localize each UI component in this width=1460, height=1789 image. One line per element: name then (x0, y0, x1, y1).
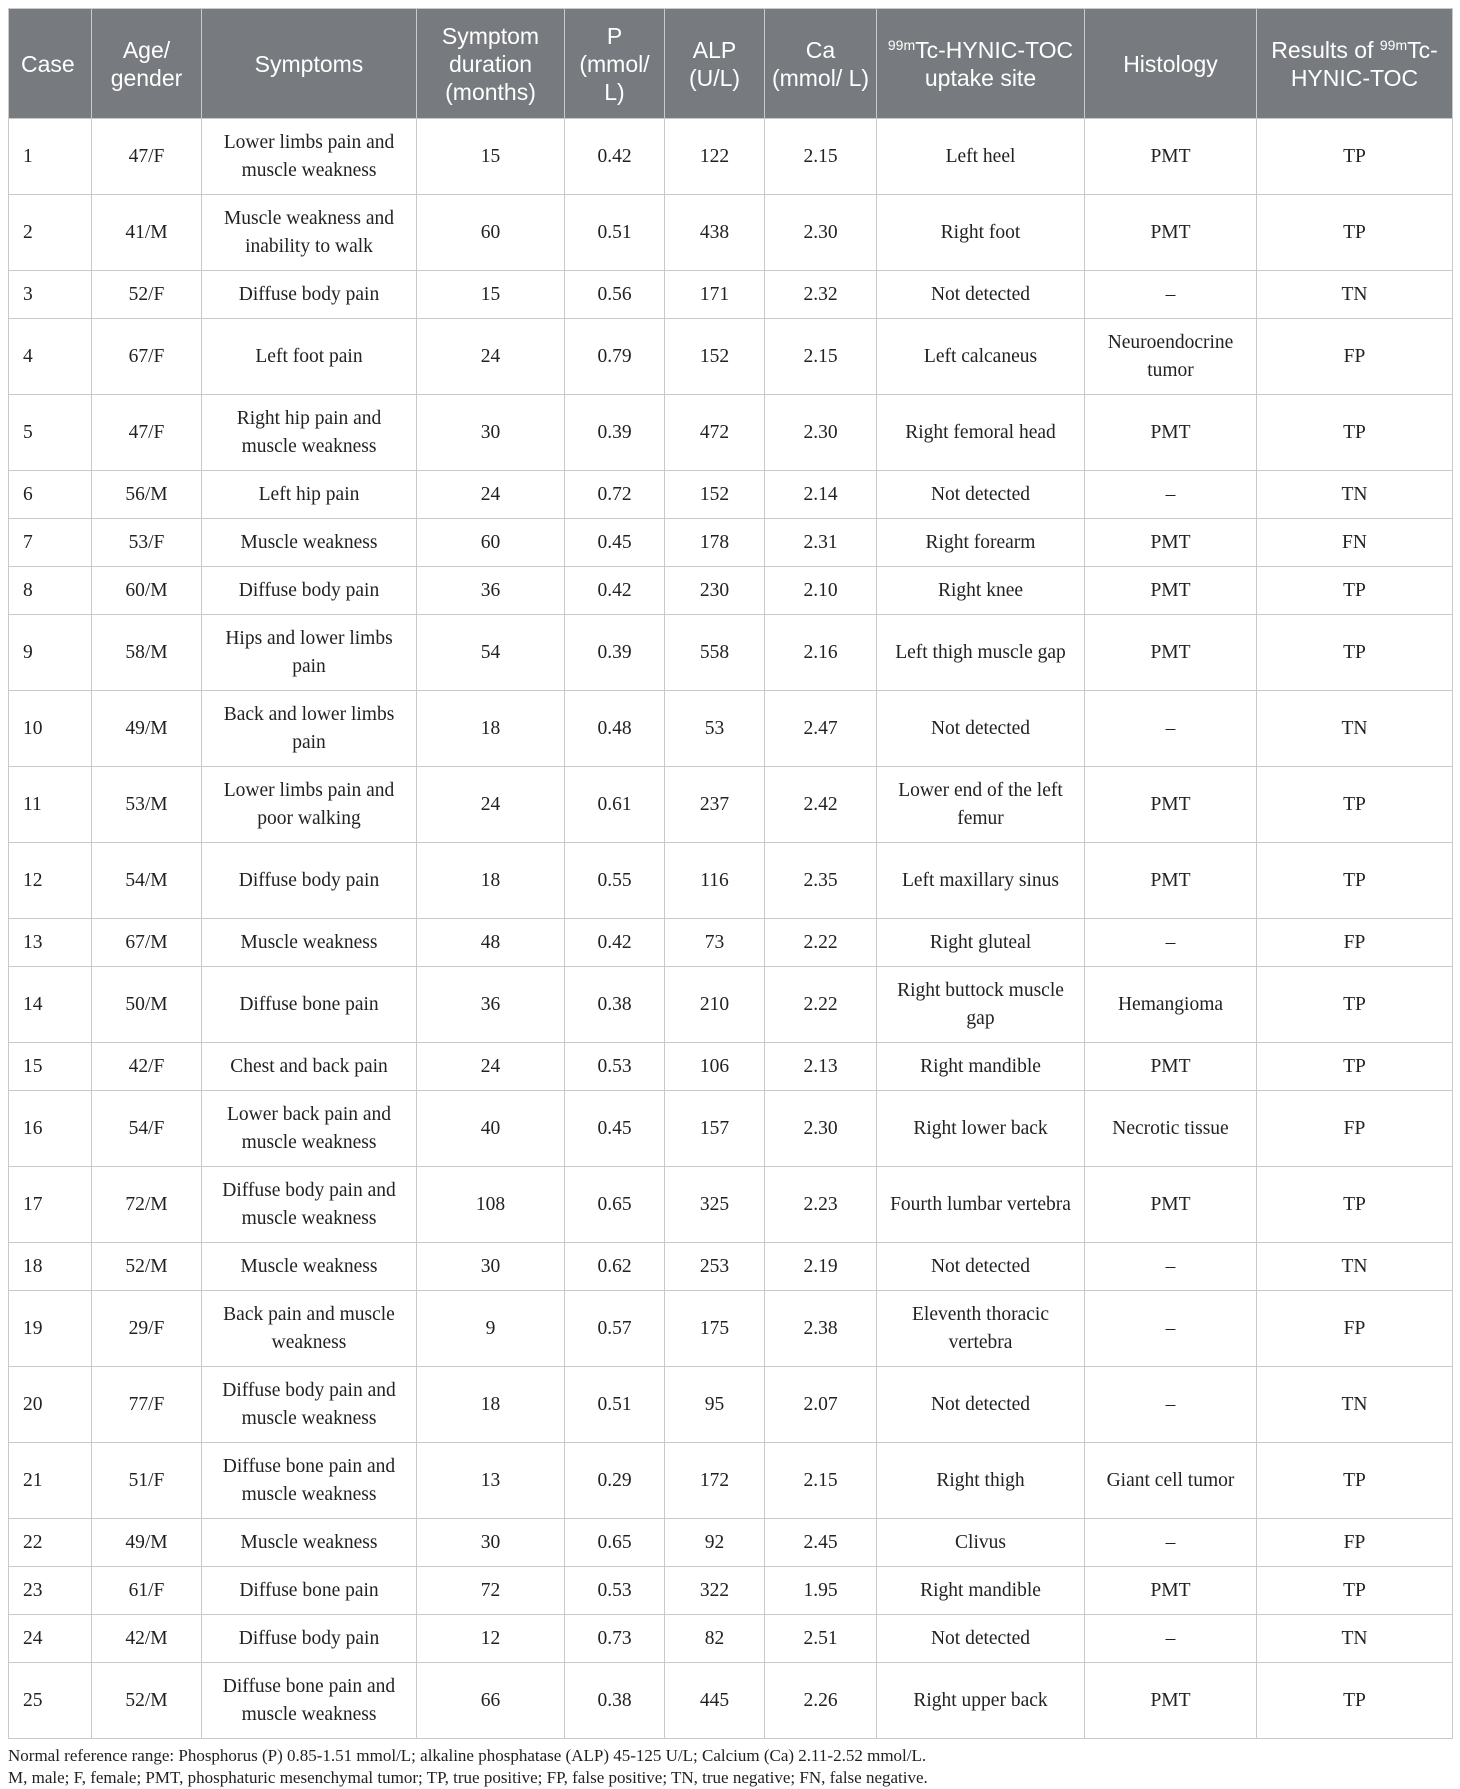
cell-phosphorus: 0.45 (565, 1091, 665, 1167)
cell-result: TN (1257, 1243, 1453, 1291)
cell-histology: – (1085, 1519, 1257, 1567)
cell-alp: 82 (665, 1615, 765, 1663)
cell-result: TP (1257, 1167, 1453, 1243)
cell-uptake-site: Right knee (877, 567, 1085, 615)
cell-alp: 325 (665, 1167, 765, 1243)
cell-histology: PMT (1085, 1167, 1257, 1243)
cell-phosphorus: 0.79 (565, 319, 665, 395)
table-row (9, 271, 1453, 319)
cell-uptake-site: Left heel (877, 119, 1085, 195)
cell-symptoms: Diffuse bone pain and muscle weakness (202, 1663, 417, 1739)
cell-symptoms: Diffuse bone pain and muscle weakness (202, 1443, 417, 1519)
cell-symptoms: Muscle weakness (202, 1243, 417, 1291)
cell-histology: – (1085, 691, 1257, 767)
cell-duration: 30 (417, 1243, 565, 1291)
cell-result: TP (1257, 395, 1453, 471)
table-row (9, 319, 1453, 395)
table-row (9, 567, 1453, 615)
table-row (9, 519, 1453, 567)
cell-uptake-site: Not detected (877, 271, 1085, 319)
cell-phosphorus: 0.53 (565, 1567, 665, 1615)
cell-histology: – (1085, 1243, 1257, 1291)
cell-calcium: 2.45 (765, 1519, 877, 1567)
cell-result: TP (1257, 767, 1453, 843)
cell-histology: PMT (1085, 767, 1257, 843)
cell-case: 2 (9, 195, 92, 271)
table-row (9, 767, 1453, 843)
cell-alp: 472 (665, 395, 765, 471)
cell-calcium: 2.38 (765, 1291, 877, 1367)
table-row (9, 615, 1453, 691)
cell-histology: PMT (1085, 1663, 1257, 1739)
cell-duration: 36 (417, 567, 565, 615)
cell-case: 18 (9, 1243, 92, 1291)
table-row (9, 1567, 1453, 1615)
cell-result: FP (1257, 1291, 1453, 1367)
header-row (9, 9, 1453, 119)
cell-age-gender: 29/F (92, 1291, 202, 1367)
cell-alp: 73 (665, 919, 765, 967)
cell-phosphorus: 0.72 (565, 471, 665, 519)
cell-calcium: 2.14 (765, 471, 877, 519)
col-header-alp: ALP (U/L) (665, 9, 765, 119)
cell-calcium: 2.15 (765, 319, 877, 395)
col-header-results (1257, 9, 1453, 119)
cell-case: 17 (9, 1167, 92, 1243)
cell-case: 23 (9, 1567, 92, 1615)
cell-histology: – (1085, 1615, 1257, 1663)
cell-duration: 24 (417, 471, 565, 519)
cell-alp: 237 (665, 767, 765, 843)
cell-alp: 210 (665, 967, 765, 1043)
cell-phosphorus: 0.56 (565, 271, 665, 319)
cell-uptake-site: Fourth lumbar vertebra (877, 1167, 1085, 1243)
cell-alp: 445 (665, 1663, 765, 1739)
table-container (8, 8, 1452, 1789)
cell-phosphorus: 0.42 (565, 919, 665, 967)
cell-histology: – (1085, 1291, 1257, 1367)
table-row (9, 195, 1453, 271)
cell-result: FP (1257, 1519, 1453, 1567)
cell-age-gender: 54/F (92, 1091, 202, 1167)
cell-uptake-site: Right buttock muscle gap (877, 967, 1085, 1043)
cell-alp: 253 (665, 1243, 765, 1291)
cell-duration: 18 (417, 691, 565, 767)
cell-age-gender: 49/M (92, 1519, 202, 1567)
cell-duration: 108 (417, 1167, 565, 1243)
cell-result: TN (1257, 1615, 1453, 1663)
cell-histology: PMT (1085, 1567, 1257, 1615)
cell-uptake-site: Clivus (877, 1519, 1085, 1567)
cell-duration: 54 (417, 615, 565, 691)
cell-phosphorus: 0.61 (565, 767, 665, 843)
table-row (9, 1243, 1453, 1291)
cell-result: TN (1257, 271, 1453, 319)
cell-duration: 9 (417, 1291, 565, 1367)
cell-calcium: 2.42 (765, 767, 877, 843)
cell-duration: 72 (417, 1567, 565, 1615)
cell-age-gender: 61/F (92, 1567, 202, 1615)
cell-age-gender: 53/M (92, 767, 202, 843)
cell-age-gender: 72/M (92, 1167, 202, 1243)
cell-phosphorus: 0.38 (565, 967, 665, 1043)
cell-case: 11 (9, 767, 92, 843)
cell-symptoms: Left foot pain (202, 319, 417, 395)
cell-alp: 92 (665, 1519, 765, 1567)
cell-histology: PMT (1085, 119, 1257, 195)
cell-age-gender: 53/F (92, 519, 202, 567)
cell-case: 1 (9, 119, 92, 195)
table-row (9, 1519, 1453, 1567)
cell-histology: – (1085, 471, 1257, 519)
cell-age-gender: 56/M (92, 471, 202, 519)
table-row (9, 843, 1453, 919)
cell-uptake-site: Left calcaneus (877, 319, 1085, 395)
cell-result: TP (1257, 1043, 1453, 1091)
cell-symptoms: Muscle weakness (202, 519, 417, 567)
cell-phosphorus: 0.45 (565, 519, 665, 567)
cell-alp: 152 (665, 319, 765, 395)
col-header-age-gender: Age/ gender (92, 9, 202, 119)
cell-alp: 95 (665, 1367, 765, 1443)
cell-duration: 40 (417, 1091, 565, 1167)
cell-uptake-site: Eleventh thoracic vertebra (877, 1291, 1085, 1367)
cell-calcium: 2.35 (765, 843, 877, 919)
cell-duration: 18 (417, 843, 565, 919)
cell-age-gender: 51/F (92, 1443, 202, 1519)
cell-calcium: 2.19 (765, 1243, 877, 1291)
cell-symptoms: Diffuse body pain (202, 843, 417, 919)
cell-duration: 15 (417, 271, 565, 319)
results-prefix: Results of (1271, 36, 1374, 63)
cell-uptake-site: Not detected (877, 471, 1085, 519)
patient-table (8, 8, 1453, 1739)
cell-age-gender: 47/F (92, 395, 202, 471)
cell-calcium: 2.30 (765, 195, 877, 271)
cell-case: 9 (9, 615, 92, 691)
col-header-duration: Symptom duration (months) (417, 9, 565, 119)
cell-calcium: 2.13 (765, 1043, 877, 1091)
table-row (9, 1091, 1453, 1167)
cell-histology: Necrotic tissue (1085, 1091, 1257, 1167)
cell-duration: 24 (417, 1043, 565, 1091)
cell-uptake-site: Right gluteal (877, 919, 1085, 967)
cell-histology: PMT (1085, 615, 1257, 691)
cell-symptoms: Lower limbs pain and muscle weakness (202, 119, 417, 195)
table-row (9, 1043, 1453, 1091)
cell-symptoms: Diffuse body pain (202, 271, 417, 319)
cell-alp: 230 (665, 567, 765, 615)
cell-phosphorus: 0.57 (565, 1291, 665, 1367)
results-tracer-label: Tc-HYNIC-TOC (1290, 36, 1438, 91)
cell-uptake-site: Right forearm (877, 519, 1085, 567)
cell-result: TP (1257, 195, 1453, 271)
cell-calcium: 2.07 (765, 1367, 877, 1443)
cell-duration: 12 (417, 1615, 565, 1663)
cell-result: TP (1257, 567, 1453, 615)
cell-age-gender: 52/M (92, 1663, 202, 1739)
cell-alp: 106 (665, 1043, 765, 1091)
cell-alp: 157 (665, 1091, 765, 1167)
cell-calcium: 2.30 (765, 395, 877, 471)
cell-result: TP (1257, 119, 1453, 195)
cell-alp: 116 (665, 843, 765, 919)
cell-symptoms: Back pain and muscle weakness (202, 1291, 417, 1367)
cell-case: 13 (9, 919, 92, 967)
table-row (9, 919, 1453, 967)
cell-uptake-site: Right mandible (877, 1043, 1085, 1091)
cell-symptoms: Left hip pain (202, 471, 417, 519)
cell-case: 25 (9, 1663, 92, 1739)
cell-phosphorus: 0.48 (565, 691, 665, 767)
cell-result: TP (1257, 1443, 1453, 1519)
cell-alp: 438 (665, 195, 765, 271)
cell-histology: PMT (1085, 1043, 1257, 1091)
cell-duration: 48 (417, 919, 565, 967)
table-row (9, 119, 1453, 195)
cell-case: 7 (9, 519, 92, 567)
col-header-ca: Ca (mmol/ L) (765, 9, 877, 119)
cell-phosphorus: 0.73 (565, 1615, 665, 1663)
cell-uptake-site: Right thigh (877, 1443, 1085, 1519)
cell-calcium: 2.51 (765, 1615, 877, 1663)
cell-symptoms: Muscle weakness (202, 919, 417, 967)
col-header-symptoms: Symptoms (202, 9, 417, 119)
cell-phosphorus: 0.42 (565, 119, 665, 195)
cell-uptake-site: Right foot (877, 195, 1085, 271)
cell-case: 3 (9, 271, 92, 319)
footnote-abbreviations: M, male; F, female; PMT, phosphaturic mesenchymal tumor; TP, true positive; FP, false positive; TN, true negative; FN, false negative. (8, 1768, 928, 1787)
cell-uptake-site: Lower end of the left femur (877, 767, 1085, 843)
table-row (9, 1367, 1453, 1443)
cell-case: 19 (9, 1291, 92, 1367)
cell-result: TP (1257, 1663, 1453, 1739)
cell-case: 21 (9, 1443, 92, 1519)
cell-case: 24 (9, 1615, 92, 1663)
cell-duration: 36 (417, 967, 565, 1043)
cell-uptake-site: Right upper back (877, 1663, 1085, 1739)
cell-result: TN (1257, 471, 1453, 519)
cell-duration: 60 (417, 519, 565, 567)
cell-result: FP (1257, 1091, 1453, 1167)
cell-uptake-site: Right mandible (877, 1567, 1085, 1615)
uptake-site-label: Tc-HYNIC-TOC uptake site (915, 36, 1074, 91)
cell-case: 12 (9, 843, 92, 919)
cell-phosphorus: 0.42 (565, 567, 665, 615)
cell-symptoms: Diffuse bone pain (202, 1567, 417, 1615)
cell-symptoms: Diffuse body pain (202, 567, 417, 615)
cell-phosphorus: 0.39 (565, 615, 665, 691)
cell-alp: 152 (665, 471, 765, 519)
cell-result: TP (1257, 843, 1453, 919)
cell-calcium: 2.15 (765, 119, 877, 195)
isotope-superscript: 99m (887, 36, 916, 53)
cell-case: 22 (9, 1519, 92, 1567)
cell-alp: 172 (665, 1443, 765, 1519)
cell-result: TP (1257, 967, 1453, 1043)
cell-calcium: 1.95 (765, 1567, 877, 1615)
cell-alp: 53 (665, 691, 765, 767)
cell-age-gender: 77/F (92, 1367, 202, 1443)
cell-histology: PMT (1085, 195, 1257, 271)
cell-histology: – (1085, 919, 1257, 967)
cell-alp: 175 (665, 1291, 765, 1367)
footnote-reference-range: Normal reference range: Phosphorus (P) 0.85-1.51 mmol/L; alkaline phosphatase (ALP) 45-125 U/L; Calcium (Ca) 2.11-2.52 mmol/L. (8, 1746, 927, 1765)
cell-case: 8 (9, 567, 92, 615)
cell-histology: Hemangioma (1085, 967, 1257, 1043)
cell-age-gender: 60/M (92, 567, 202, 615)
cell-calcium: 2.23 (765, 1167, 877, 1243)
cell-age-gender: 52/F (92, 271, 202, 319)
cell-result: TN (1257, 1367, 1453, 1443)
table-row (9, 1167, 1453, 1243)
cell-calcium: 2.16 (765, 615, 877, 691)
cell-case: 14 (9, 967, 92, 1043)
cell-phosphorus: 0.51 (565, 1367, 665, 1443)
cell-symptoms: Lower limbs pain and poor walking (202, 767, 417, 843)
cell-symptoms: Chest and back pain (202, 1043, 417, 1091)
cell-duration: 66 (417, 1663, 565, 1739)
cell-uptake-site: Not detected (877, 1615, 1085, 1663)
cell-histology: – (1085, 271, 1257, 319)
cell-alp: 171 (665, 271, 765, 319)
cell-age-gender: 52/M (92, 1243, 202, 1291)
col-header-uptake-site (877, 9, 1085, 119)
cell-calcium: 2.22 (765, 967, 877, 1043)
cell-alp: 178 (665, 519, 765, 567)
cell-histology: PMT (1085, 843, 1257, 919)
cell-duration: 24 (417, 767, 565, 843)
cell-phosphorus: 0.62 (565, 1243, 665, 1291)
cell-phosphorus: 0.51 (565, 195, 665, 271)
cell-calcium: 2.47 (765, 691, 877, 767)
col-header-histology: Histology (1085, 9, 1257, 119)
cell-symptoms: Diffuse bone pain (202, 967, 417, 1043)
cell-calcium: 2.26 (765, 1663, 877, 1739)
cell-symptoms: Diffuse body pain and muscle weakness (202, 1167, 417, 1243)
cell-calcium: 2.31 (765, 519, 877, 567)
cell-duration: 30 (417, 395, 565, 471)
cell-calcium: 2.30 (765, 1091, 877, 1167)
cell-result: TP (1257, 1567, 1453, 1615)
table-row (9, 471, 1453, 519)
table-row (9, 691, 1453, 767)
cell-case: 16 (9, 1091, 92, 1167)
cell-duration: 15 (417, 119, 565, 195)
cell-phosphorus: 0.38 (565, 1663, 665, 1739)
cell-result: TN (1257, 691, 1453, 767)
cell-uptake-site: Left thigh muscle gap (877, 615, 1085, 691)
cell-result: FP (1257, 319, 1453, 395)
table-row (9, 1443, 1453, 1519)
cell-case: 20 (9, 1367, 92, 1443)
cell-result: FN (1257, 519, 1453, 567)
cell-age-gender: 54/M (92, 843, 202, 919)
cell-case: 4 (9, 319, 92, 395)
cell-uptake-site: Not detected (877, 1367, 1085, 1443)
cell-duration: 30 (417, 1519, 565, 1567)
cell-age-gender: 67/M (92, 919, 202, 967)
cell-histology: – (1085, 1367, 1257, 1443)
table-body (9, 119, 1453, 1739)
cell-phosphorus: 0.53 (565, 1043, 665, 1091)
cell-uptake-site: Not detected (877, 1243, 1085, 1291)
cell-calcium: 2.10 (765, 567, 877, 615)
table-row (9, 1663, 1453, 1739)
cell-histology: Neuroendocrine tumor (1085, 319, 1257, 395)
cell-age-gender: 42/F (92, 1043, 202, 1091)
cell-histology: PMT (1085, 395, 1257, 471)
cell-calcium: 2.22 (765, 919, 877, 967)
cell-case: 5 (9, 395, 92, 471)
table-row (9, 967, 1453, 1043)
cell-age-gender: 58/M (92, 615, 202, 691)
cell-calcium: 2.32 (765, 271, 877, 319)
cell-duration: 60 (417, 195, 565, 271)
cell-age-gender: 47/F (92, 119, 202, 195)
cell-result: FP (1257, 919, 1453, 967)
cell-alp: 558 (665, 615, 765, 691)
cell-duration: 13 (417, 1443, 565, 1519)
cell-alp: 322 (665, 1567, 765, 1615)
cell-phosphorus: 0.29 (565, 1443, 665, 1519)
table-row (9, 1291, 1453, 1367)
cell-case: 15 (9, 1043, 92, 1091)
cell-symptoms: Lower back pain and muscle weakness (202, 1091, 417, 1167)
cell-symptoms: Diffuse body pain and muscle weakness (202, 1367, 417, 1443)
cell-symptoms: Diffuse body pain (202, 1615, 417, 1663)
cell-symptoms: Right hip pain and muscle weakness (202, 395, 417, 471)
cell-histology: PMT (1085, 567, 1257, 615)
cell-age-gender: 49/M (92, 691, 202, 767)
cell-calcium: 2.15 (765, 1443, 877, 1519)
cell-symptoms: Muscle weakness (202, 1519, 417, 1567)
cell-case: 10 (9, 691, 92, 767)
cell-symptoms: Back and lower limbs pain (202, 691, 417, 767)
cell-histology: Giant cell tumor (1085, 1443, 1257, 1519)
cell-uptake-site: Right femoral head (877, 395, 1085, 471)
cell-phosphorus: 0.39 (565, 395, 665, 471)
cell-histology: PMT (1085, 519, 1257, 567)
table-row (9, 395, 1453, 471)
cell-symptoms: Hips and lower limbs pain (202, 615, 417, 691)
cell-case: 6 (9, 471, 92, 519)
cell-age-gender: 67/F (92, 319, 202, 395)
cell-phosphorus: 0.65 (565, 1519, 665, 1567)
cell-phosphorus: 0.65 (565, 1167, 665, 1243)
cell-result: TP (1257, 615, 1453, 691)
cell-age-gender: 42/M (92, 1615, 202, 1663)
cell-duration: 24 (417, 319, 565, 395)
cell-symptoms: Muscle weakness and inability to walk (202, 195, 417, 271)
cell-alp: 122 (665, 119, 765, 195)
table-footnotes (8, 1745, 1452, 1789)
cell-phosphorus: 0.55 (565, 843, 665, 919)
isotope-superscript: 99m (1379, 36, 1408, 53)
cell-uptake-site: Left maxillary sinus (877, 843, 1085, 919)
cell-uptake-site: Right lower back (877, 1091, 1085, 1167)
cell-age-gender: 50/M (92, 967, 202, 1043)
col-header-case: Case (9, 9, 92, 119)
cell-uptake-site: Not detected (877, 691, 1085, 767)
cell-age-gender: 41/M (92, 195, 202, 271)
table-row (9, 1615, 1453, 1663)
col-header-p: P (mmol/ L) (565, 9, 665, 119)
cell-duration: 18 (417, 1367, 565, 1443)
